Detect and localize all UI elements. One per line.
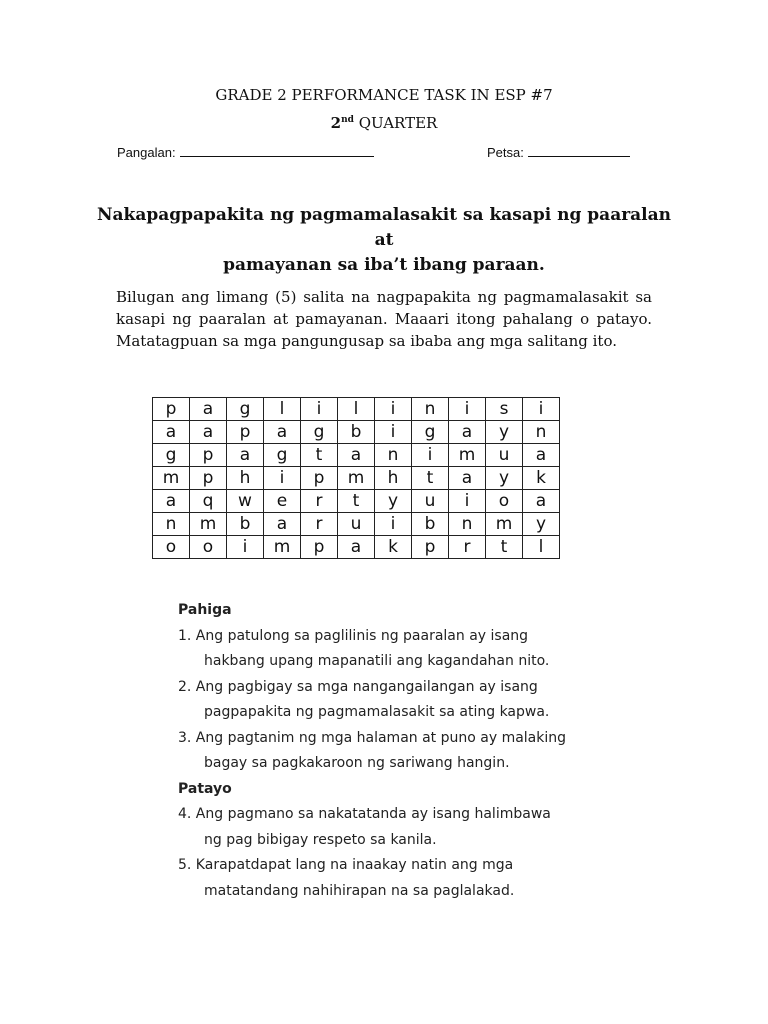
lesson-heading-line-2: pamayanan sa iba’t ibang paraan. — [223, 255, 545, 275]
grid-cell[interactable]: a — [227, 444, 264, 467]
grid-cell[interactable]: a — [449, 421, 486, 444]
quarter-suffix: nd — [341, 115, 354, 125]
grid-cell[interactable]: r — [301, 490, 338, 513]
grid-cell[interactable]: t — [301, 444, 338, 467]
grid-cell[interactable]: i — [523, 398, 560, 421]
grid-cell[interactable]: p — [301, 536, 338, 559]
grid-cell[interactable]: l — [523, 536, 560, 559]
grid-cell[interactable]: a — [523, 444, 560, 467]
grid-cell[interactable]: p — [153, 398, 190, 421]
grid-cell[interactable]: u — [486, 444, 523, 467]
grid-cell[interactable]: i — [412, 444, 449, 467]
name-label: Pangalan: — [117, 145, 176, 160]
grid-cell[interactable]: i — [375, 513, 412, 536]
grid-cell[interactable]: y — [486, 421, 523, 444]
grid-cell[interactable]: e — [264, 490, 301, 513]
grid-cell[interactable]: a — [190, 421, 227, 444]
lesson-heading — [88, 203, 680, 278]
grid-row — [153, 398, 560, 421]
date-blank[interactable] — [528, 144, 630, 157]
grid-cell[interactable]: r — [301, 513, 338, 536]
grid-cell[interactable]: a — [264, 421, 301, 444]
across-heading: Pahiga — [178, 602, 232, 618]
grid-row — [153, 536, 560, 559]
grid-cell[interactable]: p — [227, 421, 264, 444]
grid-cell[interactable]: n — [412, 398, 449, 421]
worksheet-title: GRADE 2 PERFORMANCE TASK IN ESP #7 — [215, 86, 553, 104]
grid-cell[interactable]: o — [153, 536, 190, 559]
grid-cell[interactable]: m — [449, 444, 486, 467]
grid-cell[interactable]: i — [227, 536, 264, 559]
grid-cell[interactable]: a — [153, 490, 190, 513]
grid-cell[interactable]: t — [412, 467, 449, 490]
grid-cell[interactable]: t — [338, 490, 375, 513]
clue-5 — [178, 853, 638, 904]
date-field — [487, 144, 630, 160]
grid-cell[interactable]: o — [486, 490, 523, 513]
grid-cell[interactable]: y — [523, 513, 560, 536]
grid-cell[interactable]: i — [375, 398, 412, 421]
grid-cell[interactable]: n — [523, 421, 560, 444]
lesson-heading-line-1: Nakapagpapakita ng pagmamalasakit sa kasapi ng paaralan at — [96, 205, 672, 250]
grid-cell[interactable]: a — [338, 536, 375, 559]
word-search-grid — [152, 397, 560, 559]
grid-cell[interactable]: s — [486, 398, 523, 421]
grid-row — [153, 467, 560, 490]
instructions: Bilugan ang limang (5) salita na nagpapakita ng pagmamalasakit sa kasapi ng paaralan at pamayanan. Maaari itong pahalang o patayo. Matatagpuan sa mga pangungusap sa ibaba ang mga salitang ito. — [116, 288, 652, 350]
grid-cell[interactable]: i — [449, 490, 486, 513]
grid-cell[interactable]: m — [264, 536, 301, 559]
grid-cell[interactable]: m — [338, 467, 375, 490]
name-blank[interactable] — [180, 144, 374, 157]
down-heading: Patayo — [178, 780, 232, 797]
clue-1-line-2: hakbang upang mapanatili ang kagandahan nito. — [204, 653, 550, 669]
clue-1 — [178, 624, 638, 675]
grid-row — [153, 513, 560, 536]
grid-cell[interactable]: u — [338, 513, 375, 536]
grid-cell[interactable]: g — [227, 398, 264, 421]
clue-2-line-1: 2. Ang pagbigay sa mga nangangailangan ay isang — [178, 678, 538, 695]
grid-cell[interactable]: l — [264, 398, 301, 421]
grid-cell[interactable]: b — [338, 421, 375, 444]
grid-cell[interactable]: a — [523, 490, 560, 513]
grid-cell[interactable]: p — [190, 444, 227, 467]
grid-cell[interactable]: n — [153, 513, 190, 536]
grid-cell[interactable]: g — [301, 421, 338, 444]
grid-cell[interactable]: i — [301, 398, 338, 421]
grid-cell[interactable]: g — [412, 421, 449, 444]
grid-cell[interactable]: b — [227, 513, 264, 536]
quarter-text: QUARTER — [358, 114, 438, 132]
grid-row — [153, 444, 560, 467]
clue-2-line-2: pagpapakita ng pagmamalasakit sa ating kapwa. — [204, 704, 550, 720]
grid-row — [153, 421, 560, 444]
grid-cell[interactable]: r — [449, 536, 486, 559]
grid-cell[interactable]: a — [190, 398, 227, 421]
grid-cell[interactable]: h — [375, 467, 412, 490]
grid-cell[interactable]: q — [190, 490, 227, 513]
clues — [178, 598, 638, 904]
quarter-label — [0, 114, 768, 132]
grid-cell[interactable]: m — [486, 513, 523, 536]
grid-cell[interactable]: a — [153, 421, 190, 444]
clue-3 — [178, 726, 638, 777]
grid-cell[interactable]: n — [375, 444, 412, 467]
name-field — [117, 144, 374, 160]
grid-cell[interactable]: o — [190, 536, 227, 559]
grid-cell[interactable]: y — [486, 467, 523, 490]
clue-4-line-2: ng pag bibigay respeto sa kanila. — [204, 831, 437, 848]
date-label: Petsa: — [487, 145, 524, 160]
clue-2 — [178, 675, 638, 726]
clue-1-line-1: 1. Ang patulong sa paglilinis ng paaralan ay isang — [178, 627, 529, 644]
grid-row — [153, 490, 560, 513]
grid-cell[interactable]: l — [338, 398, 375, 421]
grid-cell[interactable]: m — [190, 513, 227, 536]
grid-cell[interactable]: i — [264, 467, 301, 490]
grid-cell[interactable]: a — [264, 513, 301, 536]
grid-cell[interactable]: w — [227, 490, 264, 513]
grid-cell[interactable]: i — [375, 421, 412, 444]
clue-3-line-1: 3. Ang pagtanim ng mga halaman at puno ay malaking — [178, 729, 567, 746]
grid-cell[interactable]: k — [523, 467, 560, 490]
grid-cell[interactable]: p — [301, 467, 338, 490]
grid-cell[interactable]: k — [375, 536, 412, 559]
grid-cell[interactable]: g — [153, 444, 190, 467]
clue-5-line-2: matatandang nahihirapan na sa paglalakad. — [204, 882, 515, 899]
clue-3-line-2: bagay sa pagkakaroon ng sariwang hangin. — [204, 755, 510, 771]
grid-cell[interactable]: h — [227, 467, 264, 490]
grid-cell[interactable]: n — [449, 513, 486, 536]
grid-cell[interactable]: m — [153, 467, 190, 490]
grid-cell[interactable]: b — [412, 513, 449, 536]
grid-cell[interactable]: p — [190, 467, 227, 490]
grid-cell[interactable]: t — [486, 536, 523, 559]
grid-cell[interactable]: p — [412, 536, 449, 559]
quarter-number: 2 — [330, 114, 342, 132]
clue-5-line-1: 5. Karapatdapat lang na inaakay natin ang mga — [178, 857, 514, 873]
grid-cell[interactable]: y — [375, 490, 412, 513]
grid-cell[interactable]: g — [264, 444, 301, 467]
grid-cell[interactable]: a — [449, 467, 486, 490]
grid-cell[interactable]: a — [338, 444, 375, 467]
grid-cell[interactable]: u — [412, 490, 449, 513]
clue-4-line-1: 4. Ang pagmano sa nakatatanda ay isang halimbawa — [178, 806, 551, 822]
grid-cell[interactable]: i — [449, 398, 486, 421]
clue-4 — [178, 802, 638, 853]
